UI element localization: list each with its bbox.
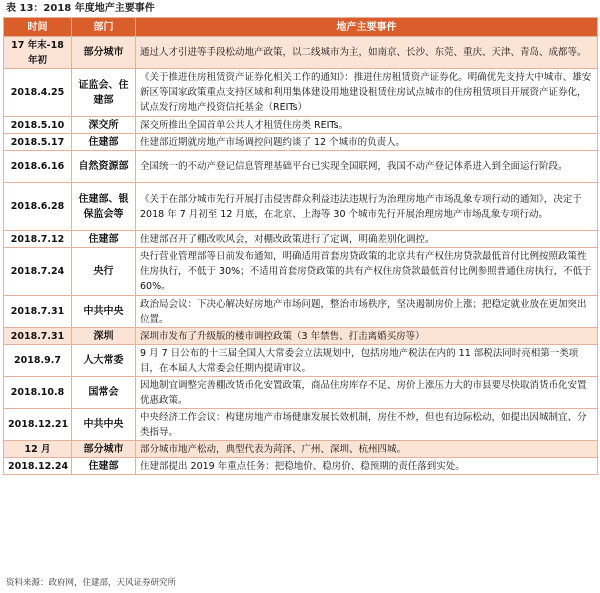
table-row <box>4 458 598 475</box>
table-row <box>4 345 598 377</box>
dept-cell: 央行 <box>72 248 136 296</box>
time-cell: 17 年末-18 年初 <box>4 37 72 69</box>
event-cell: 通过人才引进等手段松动地产政策，以二线城市为主，如南京、长沙、东莞、重庆、天津、青岛、成都等。 <box>136 37 598 69</box>
event-cell: 因地制宜调整完善棚改货币化安置政策，商品住房库存不足、房价上涨压力大的市县要尽快取消货币化安置优惠政策。 <box>136 377 598 409</box>
time-cell: 2018.4.25 <box>4 69 72 117</box>
dept-cell: 住建部 <box>72 231 136 248</box>
dept-cell: 深圳 <box>72 328 136 345</box>
dept-cell: 证监会、住建部 <box>72 69 136 117</box>
dept-cell: 深交所 <box>72 117 136 134</box>
time-cell: 2018.5.10 <box>4 117 72 134</box>
event-cell: 央行营业管理部等日前发布通知，明确适用首套房贷政策的北京共有产权住房贷款最低首付比例按照政策性住房执行，不低于 30%；不适用首套房贷政策的共有产权住房贷款最低首付比例参照普通住房执行，不低于 60%。 <box>136 248 598 296</box>
event-cell: 9 月 7 日公布的十三届全国人大常委会立法规划中，包括房地产税法在内的 11 部税法同时亮相第一类项目，在本届人大常委会任期内提请审议。 <box>136 345 598 377</box>
table-row <box>4 409 598 441</box>
time-cell: 12 月 <box>4 441 72 458</box>
header-time: 时间 <box>4 18 72 37</box>
event-cell: 中央经济工作会议：构建房地产市场健康发展长效机制，房住不炒，但也有边际松动，如提出因城制宜、分类指导。 <box>136 409 598 441</box>
dept-cell: 国常会 <box>72 377 136 409</box>
event-cell: 住建部近期就房地产市场调控问题约谈了 12 个城市的负责人。 <box>136 134 598 151</box>
table-row <box>4 183 598 231</box>
event-cell: 住建部召开了棚改吹风会，对棚改政策进行了定调，明确差别化调控。 <box>136 231 598 248</box>
source-note: 资料来源：政府网，住建部，天风证券研究所 <box>6 578 177 588</box>
table-row <box>4 37 598 69</box>
time-cell: 2018.7.31 <box>4 328 72 345</box>
event-cell: 全国统一的不动产登记信息管理基础平台已实现全国联网，我国不动产登记体系进入到全面运行阶段。 <box>136 151 598 183</box>
time-cell: 2018.5.17 <box>4 134 72 151</box>
table-row <box>4 117 598 134</box>
table-caption: 表 13：2018 年度地产主要事件 <box>6 3 155 14</box>
dept-cell: 自然资源部 <box>72 151 136 183</box>
dept-cell: 住建部、银保监会等 <box>72 183 136 231</box>
event-cell: 政治局会议：下决心解决好房地产市场问题，整治市场秩序，坚决遏制房价上涨；把稳定就业放在更加突出位置。 <box>136 296 598 328</box>
event-cell: 《关于推进住房租赁资产证券化相关工作的通知》：推进住房租赁资产证券化。明确优先支持大中城市、雄安新区等国家政策重点支持区域和利用集体建设用地建设租赁住房试点城市的住房租赁项目开展资产证券化，试点发行房地产投资信托基金（REITs） <box>136 69 598 117</box>
table-row <box>4 134 598 151</box>
real-estate-events-table <box>3 17 598 475</box>
event-cell: 住建部提出 2019 年重点任务：把稳地价、稳房价、稳预期的责任落到实处。 <box>136 458 598 475</box>
dept-cell: 中共中央 <box>72 409 136 441</box>
event-cell: 部分城市地产松动，典型代表为菏泽、广州、深圳、杭州四城。 <box>136 441 598 458</box>
event-cell: 深圳市发布了升级版的楼市调控政策（3 年禁售、打击离婚买房等） <box>136 328 598 345</box>
dept-cell: 住建部 <box>72 134 136 151</box>
table-body <box>4 37 598 475</box>
table-row <box>4 296 598 328</box>
table-row <box>4 441 598 458</box>
header-dept: 部门 <box>72 18 136 37</box>
time-cell: 2018.12.24 <box>4 458 72 475</box>
table-row <box>4 248 598 296</box>
event-cell: 《关于在部分城市先行开展打击侵害群众利益违法违规行为治理房地产市场乱象专项行动的通知》，决定于 2018 年 7 月初至 12 月底，在北京、上海等 30 个城市先行开展治理房地产市场乱象专项行动。 <box>136 183 598 231</box>
table-row <box>4 231 598 248</box>
time-cell: 2018.6.16 <box>4 151 72 183</box>
table-row <box>4 69 598 117</box>
table-header-row <box>4 18 598 37</box>
time-cell: 2018.10.8 <box>4 377 72 409</box>
time-cell: 2018.12.21 <box>4 409 72 441</box>
table-row <box>4 328 598 345</box>
time-cell: 2018.6.28 <box>4 183 72 231</box>
time-cell: 2018.7.31 <box>4 296 72 328</box>
dept-cell: 中共中央 <box>72 296 136 328</box>
dept-cell: 部分城市 <box>72 37 136 69</box>
time-cell: 2018.7.12 <box>4 231 72 248</box>
time-cell: 2018.7.24 <box>4 248 72 296</box>
dept-cell: 人大常委 <box>72 345 136 377</box>
header-event: 地产主要事件 <box>136 18 598 37</box>
event-cell: 深交所推出全国首单公共人才租赁住房类 REITs。 <box>136 117 598 134</box>
dept-cell: 部分城市 <box>72 441 136 458</box>
table-row <box>4 151 598 183</box>
dept-cell: 住建部 <box>72 458 136 475</box>
time-cell: 2018.9.7 <box>4 345 72 377</box>
table-row <box>4 377 598 409</box>
